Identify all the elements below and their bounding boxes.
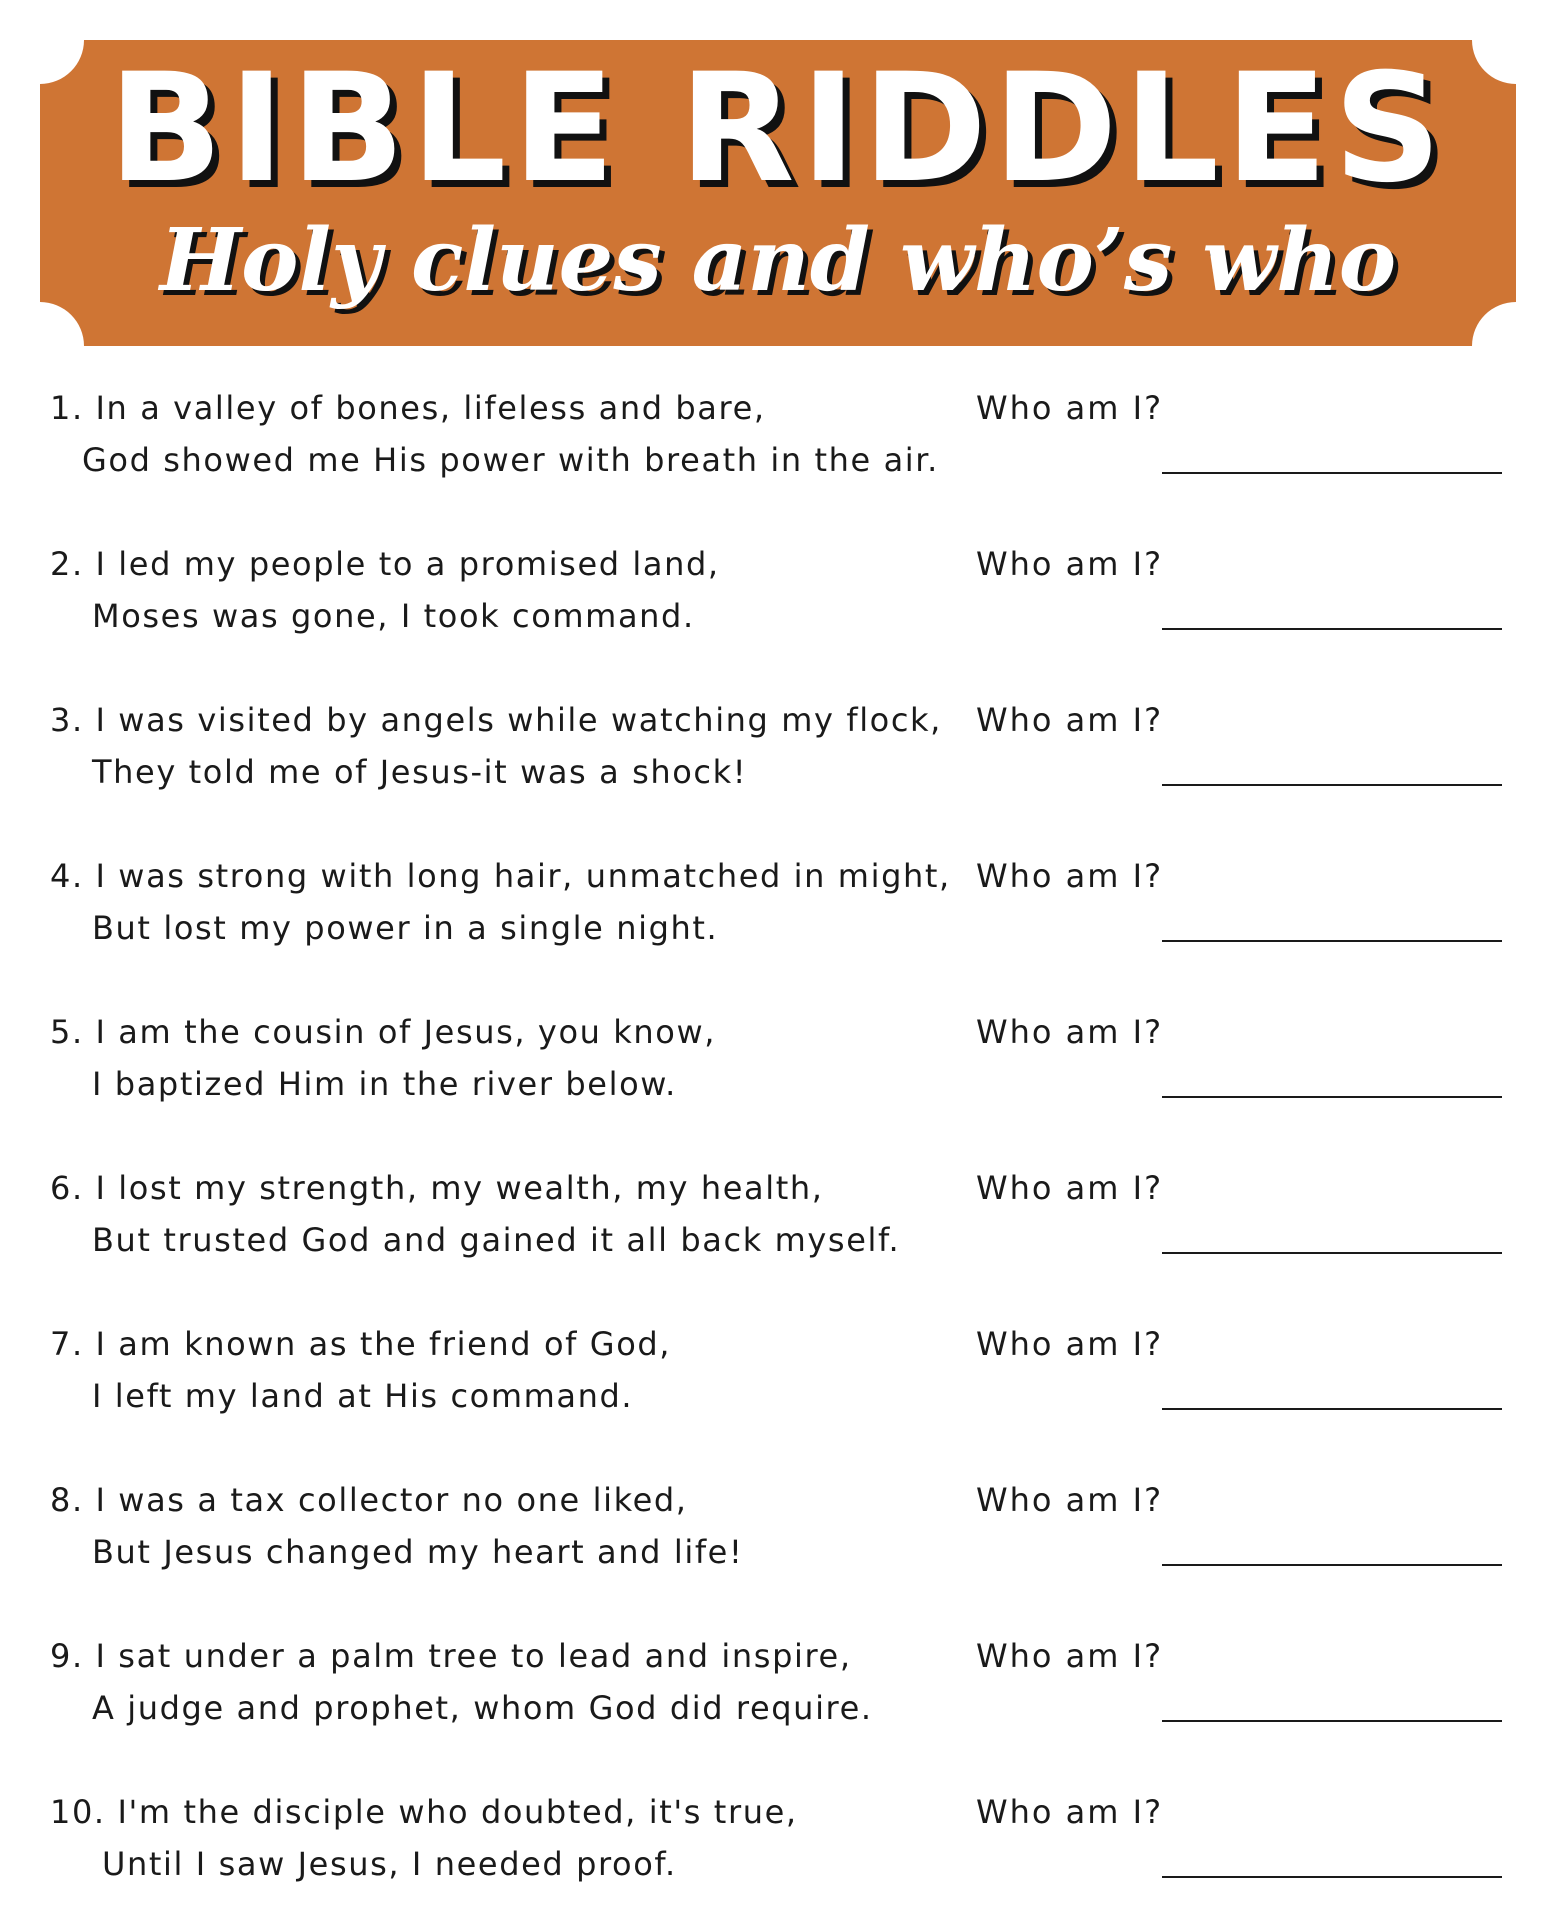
riddle-line-2: God showed me His power with breath in the air. [82,441,939,479]
riddle-line-2: But lost my power in a single night. [92,909,719,947]
riddle-item [0,1608,1556,1764]
riddle-item [0,1140,1556,1296]
answer-blank[interactable] [1162,1252,1502,1254]
page-title: BIBLE RIDDLES [108,42,1448,216]
who-am-i-label: Who am I? [976,1013,1164,1051]
who-am-i-label: Who am I? [976,389,1164,427]
riddle-item [0,1452,1556,1608]
riddle-item [0,1296,1556,1452]
title-banner [40,40,1516,346]
answer-blank[interactable] [1162,1096,1502,1098]
answer-blank[interactable] [1162,1564,1502,1566]
riddle-line-1: 7. I am known as the friend of God, [50,1325,672,1363]
who-am-i-label: Who am I? [976,701,1164,739]
riddle-line-2: Moses was gone, I took command. [92,597,695,635]
riddle-item [0,1764,1556,1920]
answer-blank[interactable] [1162,1876,1502,1878]
riddle-line-2: Until I saw Jesus, I needed proof. [102,1845,677,1883]
riddle-line-2: I baptized Him in the river below. [92,1065,677,1103]
who-am-i-label: Who am I? [976,1637,1164,1675]
who-am-i-label: Who am I? [976,545,1164,583]
riddle-line-2: But trusted God and gained it all back myself. [92,1221,901,1259]
page-subtitle: Holy clues and who’s who [159,210,1397,311]
riddle-item [0,984,1556,1140]
answer-blank[interactable] [1162,1408,1502,1410]
riddle-line-1: 2. I led my people to a promised land, [50,545,720,583]
who-am-i-label: Who am I? [976,1793,1164,1831]
answer-blank[interactable] [1162,784,1502,786]
riddle-line-1: 6. I lost my strength, my wealth, my health, [50,1169,824,1207]
riddle-item [0,360,1556,516]
riddle-line-1: 8. I was a tax collector no one liked, [50,1481,688,1519]
riddle-line-1: 9. I sat under a palm tree to lead and inspire, [50,1637,852,1675]
who-am-i-label: Who am I? [976,1325,1164,1363]
riddle-item [0,672,1556,828]
answer-blank[interactable] [1162,940,1502,942]
riddle-line-1: 3. I was visited by angels while watching my flock, [50,701,942,739]
who-am-i-label: Who am I? [976,1169,1164,1207]
answer-blank[interactable] [1162,1720,1502,1722]
who-am-i-label: Who am I? [976,857,1164,895]
riddle-line-2: They told me of Jesus-it was a shock! [92,753,748,791]
riddle-line-2: But Jesus changed my heart and life! [92,1533,744,1571]
riddle-line-1: 10. I'm the disciple who doubted, it's true, [50,1793,798,1831]
answer-blank[interactable] [1162,472,1502,474]
answer-blank[interactable] [1162,628,1502,630]
who-am-i-label: Who am I? [976,1481,1164,1519]
riddle-line-1: 4. I was strong with long hair, unmatched in might, [50,857,951,895]
riddle-line-2: A judge and prophet, whom God did require. [92,1689,873,1727]
riddle-line-1: 5. I am the cousin of Jesus, you know, [50,1013,717,1051]
riddle-item [0,516,1556,672]
riddle-line-2: I left my land at His command. [92,1377,634,1415]
riddle-item [0,828,1556,984]
riddle-line-1: 1. In a valley of bones, lifeless and bare, [50,389,766,427]
